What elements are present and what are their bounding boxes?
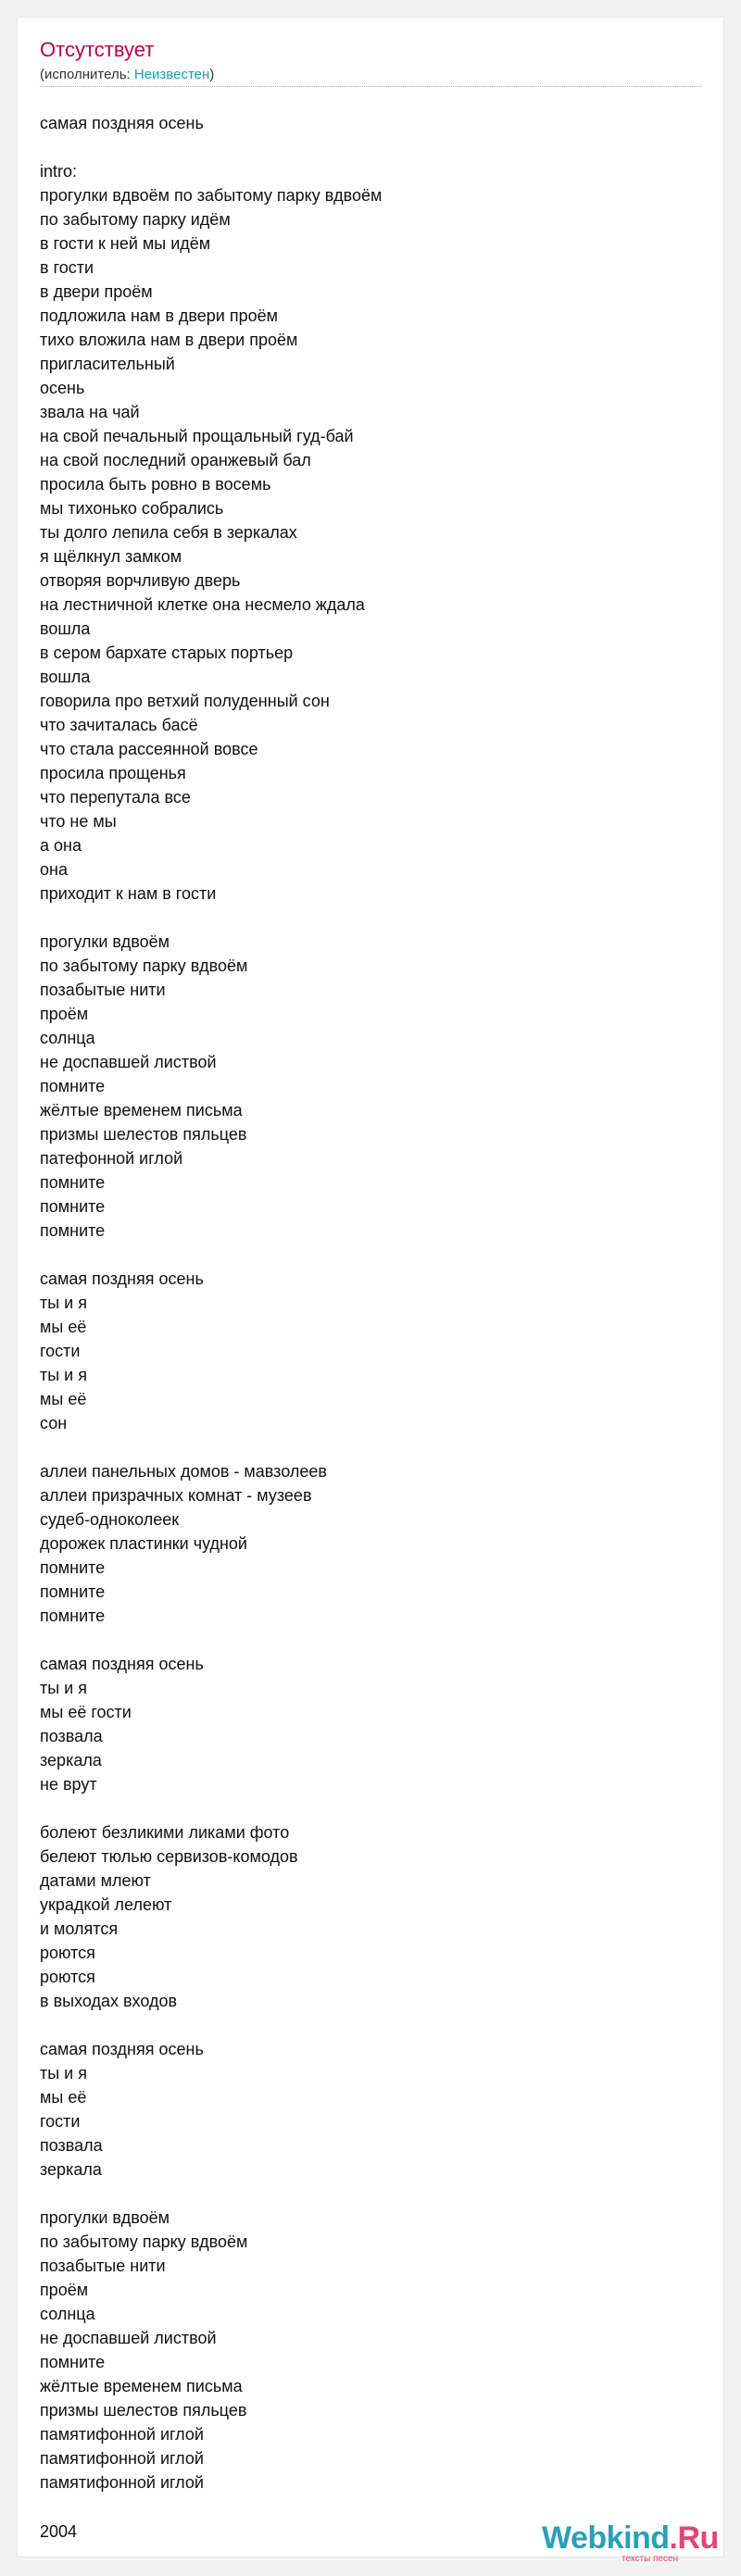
lyric-line: роются [40, 1968, 95, 1986]
lyric-line: помните [40, 2353, 106, 2371]
lyric-line: что не мы [40, 812, 117, 831]
lyric-line: вошла [40, 619, 91, 638]
lyric-line: в гости к ней мы идём [40, 234, 211, 253]
lyrics-block [40, 111, 688, 2495]
lyric-line: ты и я [40, 1294, 87, 1312]
lyric-line: отворяя ворчливую дверь [40, 571, 241, 590]
logo-wordmark [542, 2520, 719, 2556]
lyric-line: на лестничной клетке она несмело ждала [40, 595, 365, 614]
lyric-line: сон [40, 1414, 68, 1432]
lyric-line: позабытые нити [40, 981, 166, 999]
lyric-line [40, 1796, 688, 1820]
lyric-line: мы тихонько собрались [40, 499, 224, 518]
lyric-line: помните [40, 1077, 106, 1095]
lyric-line [40, 906, 688, 930]
lyric-line: гости [40, 1342, 81, 1360]
lyric-line: самая поздняя осень [40, 1269, 204, 1288]
lyric-line [40, 1243, 688, 1267]
lyric-line: зеркала [40, 2160, 102, 2179]
lyric-line: памятифонной иглой [40, 2473, 204, 2492]
lyric-line: судеб-одноколеек [40, 1510, 180, 1529]
lyric-line: звала на чай [40, 403, 140, 421]
lyric-line: что зачиталась басё [40, 716, 198, 734]
lyric-line [40, 135, 688, 159]
lyric-line: а она [40, 836, 82, 855]
artist-prefix: (исполнитель: [40, 67, 134, 82]
lyric-line: прогулки вдвоём по забытому парку вдвоём [40, 186, 383, 205]
lyric-line: по забытому парку вдвоём [40, 2232, 248, 2251]
lyric-line: позвала [40, 1727, 103, 1745]
lyric-line: самая поздняя осень [40, 1655, 204, 1673]
lyric-line: intro: [40, 162, 78, 181]
lyric-line [40, 2013, 688, 2037]
lyric-line: проём [40, 1005, 89, 1023]
lyric-line: мы её гости [40, 1703, 132, 1721]
lyric-line: в выходах входов [40, 1992, 178, 2010]
lyric-line: самая поздняя осень [40, 2040, 204, 2058]
lyric-line: помните [40, 1173, 106, 1192]
divider [40, 86, 702, 87]
lyric-line: тихо вложила нам в двери проём [40, 331, 298, 349]
lyric-line: ты и я [40, 1679, 87, 1697]
lyric-line: прогулки вдвоём [40, 932, 170, 951]
lyric-line: помните [40, 1221, 106, 1240]
lyric-line: мы её [40, 2088, 87, 2107]
lyric-line: в сером бархате старых портьер [40, 644, 294, 662]
lyric-line: аллеи призрачных комнат - музеев [40, 1486, 312, 1505]
lyric-line: призмы шелестов пяльцев [40, 1125, 247, 1144]
lyric-line: самая поздняя осень [40, 114, 204, 132]
lyric-line: ты и я [40, 2064, 87, 2082]
lyric-line: роются [40, 1944, 95, 1962]
lyric-line: солнца [40, 2305, 95, 2323]
lyric-line: жёлтые временем письма [40, 1101, 243, 1119]
lyric-line: не доспавшей листвой [40, 2329, 217, 2347]
song-title: Отсутствует [40, 38, 155, 61]
lyric-line: аллеи панельных домов - мавзолеев [40, 1462, 327, 1481]
lyric-line: ты и я [40, 1366, 87, 1384]
lyric-line: на свой последний оранжевый бал [40, 451, 311, 469]
lyric-line: проём [40, 2281, 89, 2299]
lyric-line: на свой печальный прощальный гуд-бай [40, 427, 354, 445]
lyric-line: патефонной иглой [40, 1149, 183, 1168]
lyric-line: помните [40, 1197, 106, 1216]
lyric-line: зеркала [40, 1751, 102, 1769]
lyric-line: осень [40, 379, 85, 397]
lyric-line: пригласительный [40, 355, 175, 373]
lyric-line: позвала [40, 2136, 103, 2155]
webkind-logo[interactable] [542, 2520, 736, 2569]
content-card [17, 17, 724, 2564]
lyric-line [40, 1628, 688, 1652]
lyric-line: просила быть ровно в восемь [40, 475, 271, 494]
lyric-line: помните [40, 1558, 106, 1577]
year-label: 2004 [40, 2522, 78, 2541]
lyric-line: она [40, 860, 68, 879]
lyric-line [40, 1435, 688, 1459]
lyric-line: украдкой лелеют [40, 1895, 172, 1914]
lyric-line: дорожек пластинки чудной [40, 1534, 247, 1553]
lyric-line: говорила про ветхий полуденный сон [40, 692, 330, 710]
lyric-line [40, 2182, 688, 2206]
lyric-line: болеют безликими ликами фото [40, 1823, 290, 1842]
lyric-line: просила прощенья [40, 764, 186, 782]
logo-suffix-text: .Ru [669, 2520, 719, 2556]
lyric-line: по забытому парку вдвоём [40, 957, 248, 975]
lyric-line: по забытому парку идём [40, 210, 231, 229]
artist-link[interactable]: Неизвестен [133, 67, 210, 82]
lyric-line: мы её [40, 1390, 87, 1408]
lyric-line: вошла [40, 668, 91, 686]
lyric-line: не врут [40, 1775, 97, 1794]
artist-line [40, 66, 214, 84]
lyric-line: мы её [40, 1318, 87, 1336]
lyric-line: белеют тюлью сервизов-комодов [40, 1847, 298, 1866]
lyric-line: прогулки вдвоём [40, 2208, 170, 2227]
lyric-line: призмы шелестов пяльцев [40, 2401, 247, 2420]
lyric-line: что стала рассеянной вовсе [40, 740, 258, 758]
artist-suffix: ) [209, 67, 215, 82]
lyric-line: гости [40, 2112, 81, 2131]
lyric-line: что перепутала все [40, 788, 191, 807]
lyric-line: жёлтые временем письма [40, 2377, 243, 2395]
lyric-line: и молятся [40, 1919, 119, 1938]
lyric-line: ты долго лепила себя в зеркалах [40, 523, 297, 542]
lyric-line: я щёлкнул замком [40, 547, 182, 566]
lyric-line: датами млеют [40, 1871, 151, 1890]
lyric-line: солнца [40, 1029, 95, 1047]
lyric-line: в двери проём [40, 282, 153, 301]
lyric-line: памятифонной иглой [40, 2449, 204, 2468]
logo-main-text: Webkind [542, 2520, 670, 2556]
lyric-line: в гости [40, 258, 94, 277]
lyric-line: не доспавшей листвой [40, 1053, 217, 1071]
lyric-line: приходит к нам в гости [40, 884, 217, 903]
lyric-line: памятифонной иглой [40, 2425, 204, 2444]
lyric-line: помните [40, 1607, 106, 1625]
lyric-line: подложила нам в двери проём [40, 306, 278, 325]
logo-tagline: тексты песен [622, 2554, 679, 2564]
lyric-line: помните [40, 1582, 106, 1601]
lyric-line: позабытые нити [40, 2257, 166, 2275]
